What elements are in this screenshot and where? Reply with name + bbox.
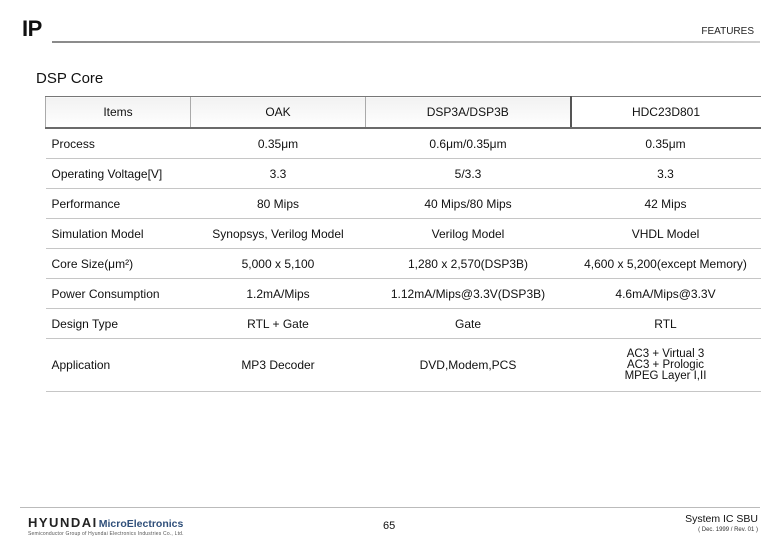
table-cell: 4,600 x 5,200(except Memory) <box>571 249 761 279</box>
table-cell: 4.6mA/Mips@3.3V <box>571 279 761 309</box>
slide-title: IP <box>22 16 42 41</box>
column-header-oak: OAK <box>191 97 366 129</box>
row-label: Core Size(μm²) <box>46 249 191 279</box>
table-row <box>46 249 761 279</box>
table-row <box>46 219 761 249</box>
table-cell: DVD,Modem,PCS <box>366 339 571 392</box>
revision-date: ( Dec. 1999 / Rev. 01 ) <box>698 527 758 533</box>
table-cell: 0.35μm <box>191 128 366 159</box>
table-cell: VHDL Model <box>571 219 761 249</box>
table-cell: 42 Mips <box>571 189 761 219</box>
row-label: Process <box>46 128 191 159</box>
table-cell: 3.3 <box>191 159 366 189</box>
table-cell: 5,000 x 5,100 <box>191 249 366 279</box>
table-cell: 1,280 x 2,570(DSP3B) <box>366 249 571 279</box>
table-row <box>46 339 761 392</box>
table-cell: RTL + Gate <box>191 309 366 339</box>
table-cell-multiline <box>571 339 761 392</box>
table-cell: 40 Mips/80 Mips <box>366 189 571 219</box>
table-cell: 5/3.3 <box>366 159 571 189</box>
table-cell: 1.2mA/Mips <box>191 279 366 309</box>
row-label: Power Consumption <box>46 279 191 309</box>
table-cell: RTL <box>571 309 761 339</box>
department-name: System IC SBU <box>685 513 758 525</box>
logo-tagline: Semiconductor Group of Hyundai Electronics Industries Co., Ltd. <box>28 531 184 537</box>
section-label: FEATURES <box>701 26 754 37</box>
table-row <box>46 279 761 309</box>
table-cell: 0.6μm/0.35μm <box>366 128 571 159</box>
table-cell: Verilog Model <box>366 219 571 249</box>
row-label: Design Type <box>46 309 191 339</box>
table-cell: 0.35μm <box>571 128 761 159</box>
table-cell: 80 Mips <box>191 189 366 219</box>
row-label: Operating Voltage[V] <box>46 159 191 189</box>
table-cell: MP3 Decoder <box>191 339 366 392</box>
column-header-items: Items <box>46 97 191 129</box>
section-title: DSP Core <box>36 70 104 87</box>
table-header-row <box>46 97 761 129</box>
row-label: Simulation Model <box>46 219 191 249</box>
table-cell: 1.12mA/Mips@3.3V(DSP3B) <box>366 279 571 309</box>
row-label: Application <box>46 339 191 392</box>
header-rule <box>52 41 760 43</box>
logo-brand: HYUNDAI <box>28 515 98 530</box>
cell-line: AC3 + Prologic <box>626 358 705 371</box>
column-header-hdc23d801: HDC23D801 <box>571 97 761 129</box>
table-row <box>46 159 761 189</box>
company-logo <box>28 515 184 537</box>
department-block <box>685 513 758 533</box>
dsp-core-table <box>45 96 761 392</box>
page-number: 65 <box>383 520 396 532</box>
table-row <box>46 189 761 219</box>
table-cell: 3.3 <box>571 159 761 189</box>
table-row <box>46 309 761 339</box>
cell-line: AC3 + Virtual 3 <box>626 347 705 360</box>
table-row <box>46 128 761 159</box>
cell-line: MPEG Layer I,II <box>624 369 707 382</box>
table-cell: Gate <box>366 309 571 339</box>
logo-sub: MicroElectronics <box>98 518 184 530</box>
table-cell: Synopsys, Verilog Model <box>191 219 366 249</box>
column-header-dsp3: DSP3A/DSP3B <box>366 97 571 129</box>
footer-rule <box>20 507 760 508</box>
row-label: Performance <box>46 189 191 219</box>
